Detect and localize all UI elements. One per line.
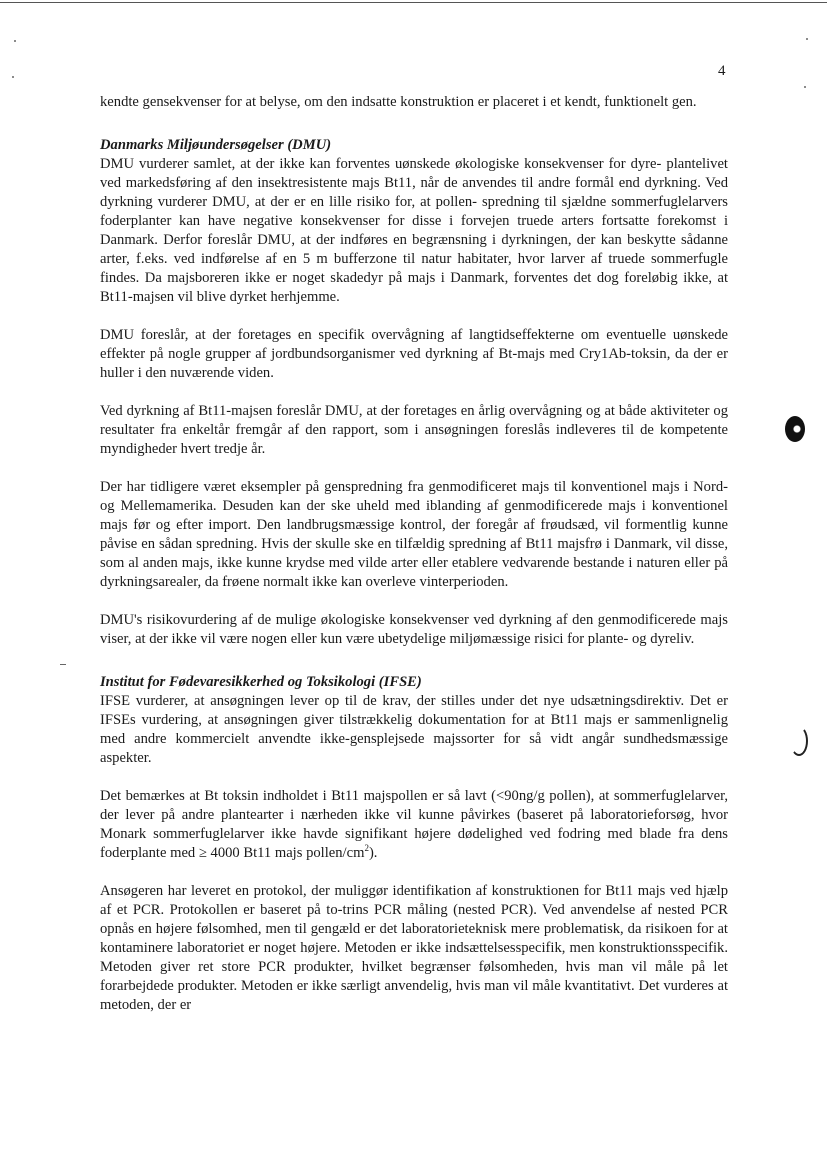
paragraph-text: Det bemærkes at Bt toksin indholdet i Bt11 majspollen er så lavt (<90ng/g pollen), at sommerfuglelarver, der lever på andre plantearter i nærheden ikke vil kunne påvirkes (baseret på laboratorieforsøg, hvor Monark sommerfuglelarver ikke havde signifikant højere dødelighed ved fodring med blade fra dens foderplante med ≥ 4000 Bt11 majs pollen/cm xyxy=(100,788,728,861)
scan-speck xyxy=(14,40,16,42)
paragraph: IFSE vurderer, at ansøgningen lever op til de krav, der stilles under det nye udsætningsdirektiv. Det er IFSEs vurdering, at ansøgningen giver tilstrækkelig dokumentation for at Bt11 majs er sammenlignelig med andre kommercielt anvendte ikke-gensplejsede majssorter for så vidt angår sundhedsmæssige aspekter. xyxy=(100,693,728,766)
scan-speck xyxy=(12,76,14,78)
document-body xyxy=(100,93,728,1015)
paragraph: DMU's risikovurdering af de mulige økologiske konsekvenser ved dyrkning af den genmodificerede majs viser, at der ikke vil være nogen eller kun være ubetydelige miljømæssige risici for plante- og dyreliv. xyxy=(100,612,728,647)
page-number: 4 xyxy=(718,63,726,79)
section-heading-ifse: Institut for Fødevaresikkerhed og Toksikologi (IFSE) xyxy=(100,674,422,690)
paragraph: Ved dyrkning af Bt11-majsen foreslår DMU, at der foretages en årlig overvågning og at både aktiviteter og resultater fra enkeltår fremgår af den rapport, som i ansøgningen foreslås indleveres til de kompetente myndigheder hvert tredje år. xyxy=(100,403,728,457)
superscript: 2 xyxy=(364,843,369,854)
top-border-line xyxy=(0,2,827,3)
punch-hole-mark xyxy=(785,416,805,442)
paragraph-text-end: ). xyxy=(368,845,378,861)
paragraph: Der har tidligere været eksempler på genspredning fra genmodificeret majs til konventionel majs i Nord- og Mellemamerika. Desuden kan der ske uheld med iblanding af genmodificerede majs i konventionel majs før og efter import. Den landbrugsmæssige kontrol, der foregår af frøudsæd, vil formentlig kunne påvise en sådan spredning. Hvis der skulle ske en tilfældig spredning af Bt11 majsfrø i Danmark, vil disse, som al anden majs, ikke kunne krydse med vilde arter eller etablere vedvarende bestande i naturen eller på dyrkningsarealer, da frøene normalt ikke kan overleve vinterperioden. xyxy=(100,479,728,590)
paragraph: DMU vurderer samlet, at der ikke kan forventes uønskede økologiske konsekvenser for dyre- plantelivet ved markedsføring af den insektresistente majs Bt11, når de anvendes til andre formål end dyrkning. Ved dyrkning vurderer DMU, at der er en lille risiko for, at pollen- spredning til sjældne sommerfuglelarvers foderplanter kan have negative konsekvenser for disse i forvejen truede arters fortsatte forekomst i Danmark. Derfor foreslår DMU, at der indføres en begrænsning i dyrkningen, der kan beskytte sådanne arter, f.eks. ved indførelse af en 5 m bufferzone til natur habitater, hvor larver af truede sommerfugle findes. Da majsboreren ikke er noget skadedyr på majs i Danmark, forventes det dog foreløbig ikke, at Bt11-majsen vil blive dyrket herhjemme. xyxy=(100,156,728,305)
punch-hole-mark xyxy=(790,726,808,756)
paragraph: Ansøgeren har leveret en protokol, der muliggør identifikation af konstruktionen for Bt11 majs ved hjælp af et PCR. Protokollen er baseret på to-trins PCR måling (nested PCR). Ved anvendelse af nested PCR opnås en højere følsomhed, men til gengæld er det laboratorieteknisk mere problematisk, da risikoen for at kontaminere laboratoriet er noget højere. Metoden er ikke indsættelsesspecifik, men konstruktionsspecifik. Metoden giver ret store PCR produkter, hvilket begrænser følsomheden, hvis man vil måle på let forarbejdede produkter. Metoden er ikke særligt anvendelig, hvis man vil måle kvantitativt. Det vurderes at metoden, der er xyxy=(100,883,728,1013)
scan-speck xyxy=(806,38,808,40)
paragraph: kendte gensekvenser for at belyse, om den indsatte konstruktion er placeret i et kendt, funktionelt gen. xyxy=(100,94,697,110)
section-heading-dmu: Danmarks Miljøundersøgelser (DMU) xyxy=(100,137,332,153)
scan-speck xyxy=(804,86,806,88)
paragraph: DMU foreslår, at der foretages en specifik overvågning af langtidseffekterne om eventuelle uønskede effekter på nogle grupper af jordbundsorganismer ved dyrkning af Bt-majs med Cry1Ab-toksin, da der er huller i den nuværende viden. xyxy=(100,327,728,381)
scan-speck xyxy=(60,664,66,665)
paragraph xyxy=(100,787,728,863)
